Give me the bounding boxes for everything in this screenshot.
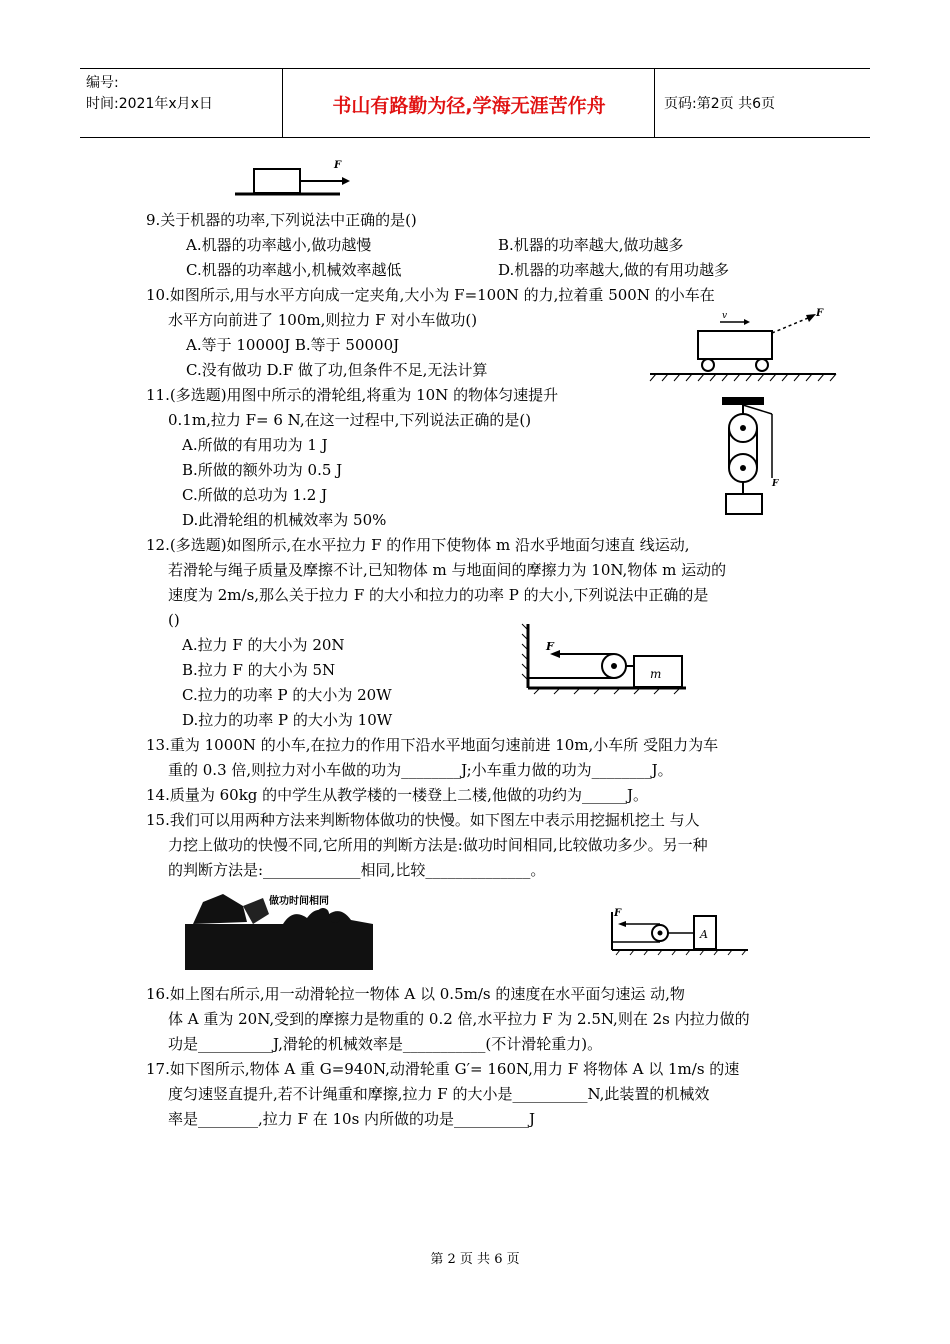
force-label: F [614, 908, 622, 919]
question-12: 12.(多选题)如图所示,在水平拉力 F 的作用下使物体 m 沿水乎地面匀速直 线运动, [146, 536, 690, 554]
question-17-cont: 度匀速竖直提升,若不计绳重和摩擦,拉力 F 的大小是__________N,此装置的机械效 [168, 1085, 710, 1103]
option-11c: C.所做的总功为 1.2 J [182, 486, 328, 504]
header-divider [654, 69, 655, 137]
force-label: F [334, 160, 342, 171]
force-label: F [772, 479, 779, 489]
options-10ab: A.等于 10000J B.等于 50000J [186, 336, 400, 354]
option-11a: A.所做的有用功为 1 J [182, 436, 328, 454]
question-15: 15.我们可以用两种方法来判断物体做功的快慢。如下图左中表示用挖掘机挖土 与人 [146, 811, 700, 829]
block-label: A [700, 928, 708, 941]
option-12d: D.拉力的功率 P 的大小为 10W [182, 711, 393, 729]
block-force-figure [230, 150, 360, 200]
question-13-cont: 重的 0.3 倍,则拉力对小车做的功为________J;小车重力做的功为________J。 [168, 761, 673, 779]
question-12-cont: () [168, 611, 180, 629]
excavator-image [183, 884, 375, 972]
option-12b: B.拉力 F 的大小为 5N [182, 661, 336, 679]
question-10-cont: 水平方向前进了 100m,则拉力 F 对小车做功() [168, 311, 478, 329]
excavator-caption: 做功时间相同 [269, 896, 329, 907]
question-12-cont: 速度为 2m/s,那么关于拉力 F 的大小和拉力的功率 P 的大小,下列说法中正确的是 [168, 586, 709, 604]
header-divider [282, 69, 283, 137]
question-13: 13.重为 1000N 的小车,在拉力的作用下沿水平地面匀速前进 10m,小车所 受阻力为车 [146, 736, 719, 754]
question-17: 17.如下图所示,物体 A 重 G=940N,动滑轮重 G′= 160N,用力 F 将物体 A 以 1m/s 的速 [146, 1060, 740, 1078]
motto: 书山有路勤为径,学海无涯苦作舟 [332, 95, 606, 117]
question-9: 9.关于机器的功率,下列说法中正确的是() [146, 211, 417, 229]
question-15-cont: 力挖上做功的快慢不同,它所用的判断方法是:做功时间相同,比较做功多少。另一种 [168, 836, 708, 854]
question-16: 16.如上图右所示,用一动滑轮拉一物体 A 以 0.5m/s 的速度在水平面匀速运 动,物 [146, 985, 685, 1003]
page-footer: 第 2 页 共 6 页 [430, 1252, 520, 1267]
header-left [86, 73, 213, 115]
date-label: 时间:2021年x月x日 [86, 96, 213, 112]
question-11: 11.(多选题)用图中所示的滑轮组,将重为 10N 的物体匀速提升 [146, 386, 559, 404]
option-11b: B.所做的额外功为 0.5 J [182, 461, 343, 479]
force-label: F [546, 640, 554, 653]
number-label: 编号: [86, 75, 119, 91]
options-10cd: C.没有做功 D.F 做了功,但条件不足,无法计算 [186, 361, 488, 379]
velocity-label: v [722, 311, 728, 321]
option-11d: D.此滑轮组的机械效率为 50% [182, 511, 387, 529]
option-12c: C.拉力的功率 P 的大小为 20W [182, 686, 392, 704]
option-9b: B.机器的功率越大,做功越多 [498, 236, 684, 254]
pulley-system-figure [712, 394, 792, 520]
page-label: 页码:第2页 共6页 [664, 96, 775, 112]
option-12a: A.拉力 F 的大小为 20N [182, 636, 345, 654]
page-header [80, 68, 870, 138]
force-label: F [816, 308, 824, 319]
question-11-cont: 0.1m,拉力 F= 6 N,在这一过程中,下列说法正确的是() [168, 411, 532, 429]
option-9a: A.机器的功率越小,做功越慢 [186, 236, 372, 254]
option-9d: D.机器的功率越大,做的有用功越多 [498, 261, 730, 279]
question-16-cont: 体 A 重为 20N,受到的摩擦力是物重的 0.2 倍,水平拉力 F 为 2.5N,则在 2s 内拉力做的 [168, 1010, 750, 1028]
question-15-cont: 的判断方法是:_____________相同,比较______________。 [168, 861, 546, 879]
question-10: 10.如图所示,用与水平方向成一定夹角,大小为 F=100N 的力,拉着重 500N 的小车在 [146, 286, 715, 304]
option-9c: C.机器的功率越小,机械效率越低 [186, 261, 402, 279]
question-16-cont: 功是__________J,滑轮的机械效率是___________(不计滑轮重力)。 [168, 1035, 603, 1053]
pulley-wall-figure [520, 622, 690, 696]
question-14: 14.质量为 60kg 的中学生从教学楼的一楼登上二楼,他做的功约为______J。 [146, 786, 648, 804]
question-17-cont: 率是________,拉力 F 在 10s 内所做的功是__________J [168, 1110, 536, 1128]
cart-figure [648, 306, 838, 382]
moving-pulley-figure [604, 902, 752, 956]
question-12-cont: 若滑轮与绳子质量及摩擦不计,已知物体 m 与地面间的摩擦力为 10N,物体 m 运动的 [168, 561, 727, 579]
mass-label: m [650, 667, 662, 681]
